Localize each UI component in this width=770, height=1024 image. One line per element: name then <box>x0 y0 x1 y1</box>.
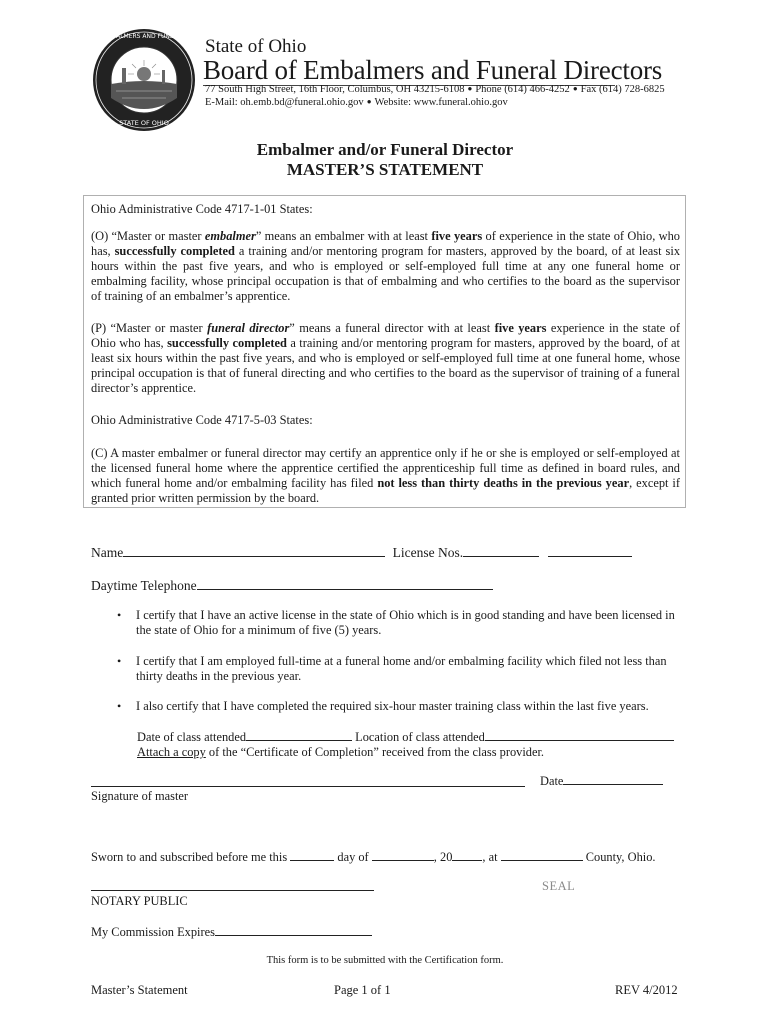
board-phone: Phone (614) 466-4252 <box>475 84 570 95</box>
board-email: E-Mail: oh.emb.bd@funeral.ohio.gov <box>205 97 364 108</box>
sworn-day-field[interactable] <box>290 849 334 861</box>
sworn-row: Sworn to and subscribed before me this day of , 20 , at County, Ohio. <box>91 850 656 864</box>
name-field[interactable] <box>123 543 385 557</box>
certification-1: I certify that I have an active license in the state of Ohio which is in good standing and have been licensed in the state of Ohio for a minimum of five (5) years. <box>136 608 675 637</box>
class-date-label: Date of class attended <box>137 730 247 744</box>
footer-revision: REV 4/2012 <box>615 983 678 997</box>
board-website: Website: www.funeral.ohio.gov <box>374 97 508 108</box>
bullet-3: • <box>117 699 122 713</box>
class-row <box>137 729 674 745</box>
commission-row <box>91 924 372 940</box>
form-subtitle: MASTER’S STATEMENT <box>286 160 484 179</box>
form-title: Embalmer and/or Funeral Director <box>256 140 514 159</box>
sworn-year-field[interactable] <box>452 849 482 861</box>
bullet-1: • <box>117 608 122 622</box>
daytime-phone-field[interactable] <box>197 576 493 590</box>
code-intro-2: Ohio Administrative Code 4717-5-03 States: <box>91 413 313 427</box>
code-intro-1: Ohio Administrative Code 4717-1-01 States: <box>91 202 313 216</box>
commission-expires-field[interactable] <box>215 924 372 936</box>
license-label: License Nos. <box>392 545 464 560</box>
date-label: Date <box>540 774 564 788</box>
footer-page-number: Page 1 of 1 <box>334 983 391 997</box>
license-number-field-1[interactable] <box>463 543 539 557</box>
seal-placeholder: SEAL <box>542 879 576 893</box>
license-number-field-2[interactable] <box>548 543 632 557</box>
svg-text:EMBALMERS AND FUNERAL: EMBALMERS AND FUNERAL <box>103 33 185 40</box>
sworn-month-field[interactable] <box>372 849 434 861</box>
board-online-line: E-Mail: oh.emb.bd@funeral.ohio.gov ● Website: www.funeral.ohio.gov <box>205 97 508 108</box>
footer-form-name: Master’s Statement <box>91 983 188 997</box>
signature-field[interactable] <box>91 786 525 787</box>
phone-row <box>91 576 493 594</box>
definition-p: (P) “Master or master funeral director” means a funeral director with at least five years experience in the state of Ohio who has, successfully completed a training and/or mentoring program for masters, approved by the board, of at least six hours within the past five years, and who is employed or self-employed full time at one funeral home, whose principal occupation is that of funeral directing and who certifies to the board as the supervisor of training of a funeral director’s apprentice. <box>91 321 681 395</box>
submission-note: This form is to be submitted with the Certification form. <box>266 955 504 966</box>
class-location-field[interactable] <box>485 729 674 741</box>
rule-c: (C) A master embalmer or funeral director may certify an apprentice only if he or she is employed or self-employed at the licensed funeral home where the apprentice certified the apprenticeship full time as defined in board rules, and which funeral home and/or embalming facility has filed not less than thirty deaths in the previous year, except if granted prior written permission by the board. <box>91 446 681 505</box>
certification-2: I certify that I am employed full-time at a funeral home and/or embalming facility which filed not less than thirty deaths in the previous year. <box>136 654 667 683</box>
date-row <box>540 773 663 789</box>
svg-text:STATE OF OHIO: STATE OF OHIO <box>119 119 169 127</box>
bullet-2: • <box>117 654 122 668</box>
class-location-label: Location of class attended <box>355 730 485 744</box>
notary-label: NOTARY PUBLIC <box>91 894 188 908</box>
board-name: Board of Embalmers and Funeral Directors <box>203 55 663 85</box>
commission-label: My Commission Expires <box>91 925 215 939</box>
board-contact-line: 77 South High Street, 16th Floor, Columbus, OH 43215-6108 ● Phone (614) 466-4252 ● Fax (614) 728-6825 <box>205 84 665 95</box>
ohio-board-seal <box>92 28 196 132</box>
signature-date-field[interactable] <box>563 773 663 785</box>
phone-label: Daytime Telephone <box>91 578 197 593</box>
definition-o: (O) “Master or master embalmer” means an embalmer with at least five years of experience in the state of Ohio, who has, successfully completed a training and/or mentoring program for masters, approved by the board, of at least six hours within the past five years, and who is employed or self-employed full time at any one funeral home or embalming facility, whose principal occupation is that of embalming and who certifies to the board as the supervisor of training of an embalmer’s apprentice. <box>91 229 681 303</box>
board-fax: Fax (614) 728-6825 <box>580 84 665 95</box>
notary-signature-field[interactable] <box>91 890 374 891</box>
state-name: State of Ohio <box>205 36 307 57</box>
sworn-county-field[interactable] <box>501 849 583 861</box>
class-date-field[interactable] <box>246 729 352 741</box>
signature-label: Signature of master <box>91 789 189 803</box>
attach-note: Attach a copy of the “Certificate of Completion” received from the class provider. <box>137 745 545 759</box>
certification-3: I also certify that I have completed the required six-hour master training class within the last five years. <box>136 699 649 713</box>
board-address: 77 South High Street, 16th Floor, Columbus, OH 43215-6108 <box>205 84 465 95</box>
name-label: Name <box>91 545 124 560</box>
name-row <box>91 543 632 561</box>
